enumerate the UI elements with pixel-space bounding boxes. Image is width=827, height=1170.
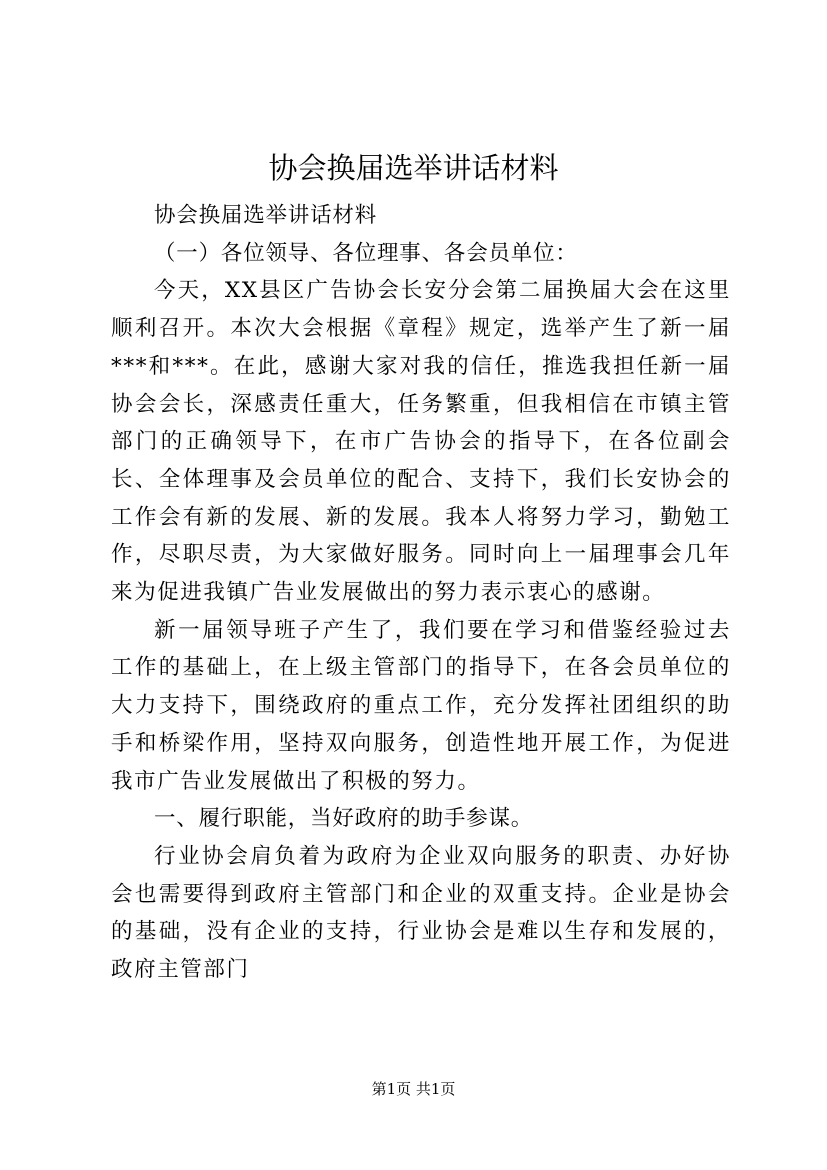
body-paragraph-new-leadership: 新一届领导班子产生了，我们要在学习和借鉴经验过去工作的基础上，在上级主管部门的指导下，在各会员单位的大力支持下，围绕政府的重点工作，充分发挥社团组织的助手和桥梁作用，坚持双向服务，创造性地开展工作，为促进我市广告业发展做出了积极的努力。 <box>111 617 731 794</box>
body-paragraph-association-duty: 行业协会肩负着为政府为企业双向服务的职责、办好协会也需要得到政府主管部门和企业的双重支持。企业是协会的基础，没有企业的支持，行业协会是难以生存和发展的，政府主管部门 <box>111 843 731 983</box>
salutation-paragraph: （一）各位领导、各位理事、各会员单位： <box>154 240 578 266</box>
section-heading-1: 一、履行职能，当好政府的助手参谋。 <box>154 806 534 832</box>
document-title: 协会换届选举讲话材料 <box>268 151 559 185</box>
subtitle-paragraph: 协会换届选举讲话材料 <box>154 203 378 228</box>
page-number-footer: 第1页 共1页 <box>371 1080 456 1098</box>
document-body <box>111 197 731 989</box>
body-paragraph-opening: 今天，XX县区广告协会长安分会第二届换届大会在这里顺利召开。本次大会根据《章程》规定，选举产生了新一届***和***。在此，感谢大家对我的信任，推选我担任新一届协会会长，深感责任重大，任务繁重，但我相信在市镇主管部门的正确领导下，在市广告协会的指导下，在各位副会长、全体理事及会员单位的配合、支持下，我们长安协会的工作会有新的发展、新的发展。我本人将努力学习，勤勉工作，尽职尽责，为大家做好服务。同时向上一届理事会几年来为促进我镇广告业发展做出的努力表示衷心的感谢。 <box>111 278 731 606</box>
